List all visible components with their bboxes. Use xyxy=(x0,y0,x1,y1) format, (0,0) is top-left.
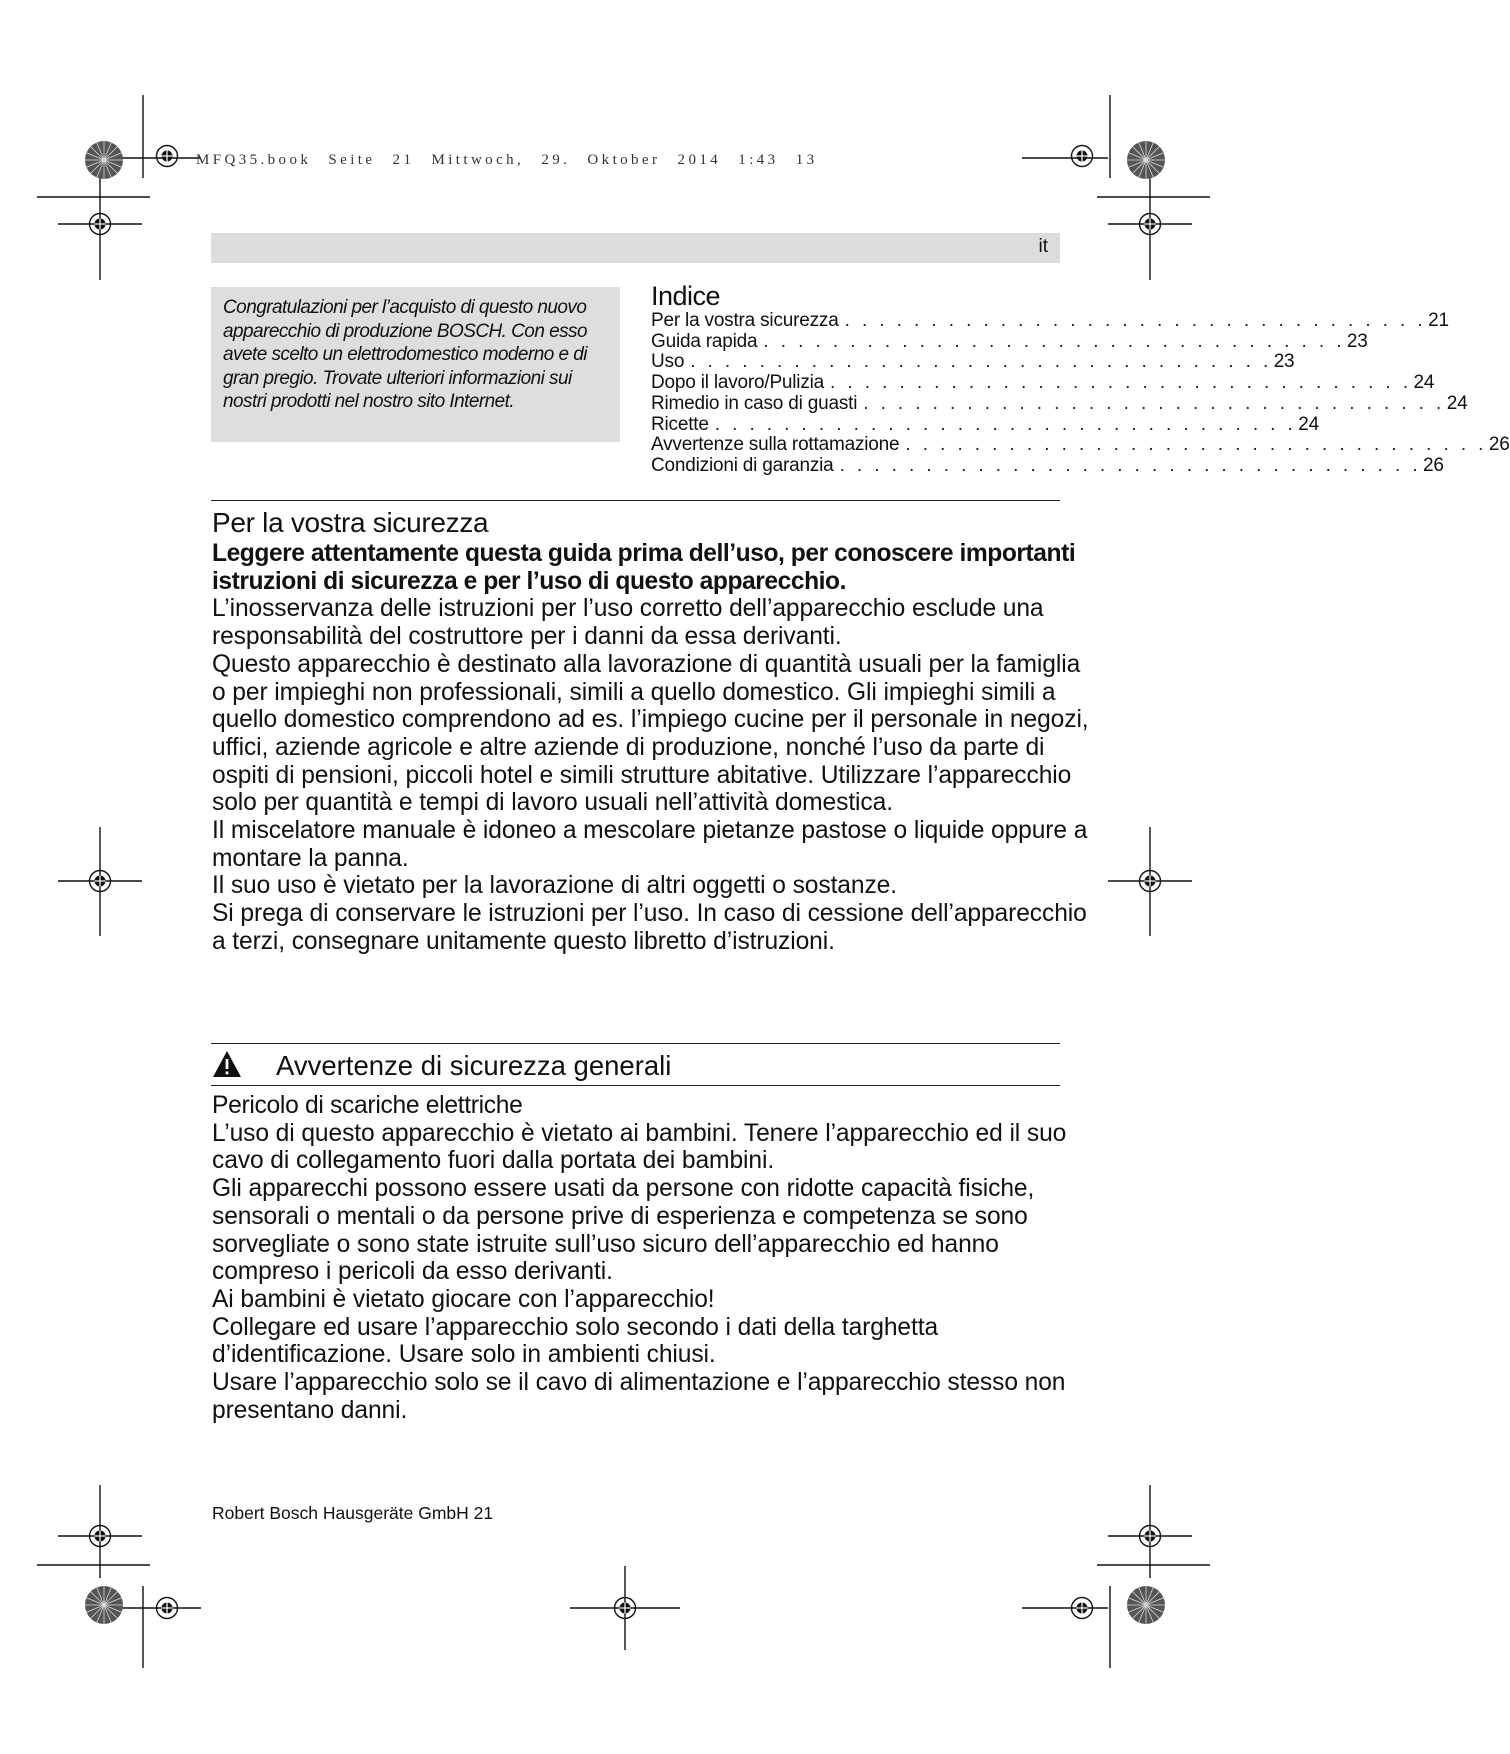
toc-entry: Ricette . . . . . . . . . . . . . . . . . . . . . . . . . . . . . . . . . . 24 xyxy=(651,413,1319,435)
toc-entry: Condizioni di garanzia . . . . . . . . . . . . . . . . . . . . . . . . . . . . . . . . . . 26 xyxy=(651,454,1444,476)
toc-entry-page: 24 xyxy=(1298,413,1319,435)
safety-lead: Leggere attentamente questa guida prima dell’uso, per conoscere importanti istruzioni di sicurezza e per l’uso di questo apparecchio. xyxy=(212,540,1076,595)
warning-paragraph: Usare l’apparecchio solo se il cavo di alimentazione e l’apparecchio stesso non presentano danni. xyxy=(212,1369,1066,1424)
toc-entry: Avvertenze sulla rottamazione . . . . . . . . . . . . . . . . . . . . . . . . . . . . . . . . . . 26 xyxy=(651,434,1510,456)
toc-entry-text: Per la vostra sicurezza xyxy=(651,310,839,331)
toc-entry: Guida rapida . . . . . . . . . . . . . . . . . . . . . . . . . . . . . . . . . . 23 xyxy=(651,330,1368,352)
language-tab: it xyxy=(1038,236,1048,257)
safety-section-body xyxy=(212,540,1092,956)
warning-triangle-icon xyxy=(212,1050,242,1078)
safety-paragraph: L’inosservanza delle istruzioni per l’uso corretto dell’apparecchio esclude una responsabilità del costruttore per i danni da essa derivanti. xyxy=(212,595,1044,651)
warning-top-rule xyxy=(211,1043,1060,1044)
intro-box: Congratulazioni per l’acquisto di questo nuovo apparecchio di produzione BOSCH. Con esso avete scelto un elettrodomestico moderno e di gran pregio. Trovate ulteriori informazioni sui nostri prodotti nel nostro sito Internet. xyxy=(211,287,620,442)
page-footer: Robert Bosch Hausgeräte GmbH 21 xyxy=(212,1503,494,1523)
toc-entry-page: 23 xyxy=(1273,351,1295,373)
warning-paragraph: Ai bambini è vietato giocare con l’apparecchio! xyxy=(212,1285,715,1313)
safety-paragraph: Si prega di conservare le istruzioni per l’uso. In caso di cessione dell’apparecchio a terzi, consegnare unitamente questo libretto d’istruzioni. xyxy=(212,900,1087,955)
general-warnings-body xyxy=(212,1092,1092,1424)
warning-paragraph: Gli apparecchi possono essere usati da persone con ridotte capacità fisiche, sensorali o mentali o da persone prive di esperienza e competenza se sono sorvegliate o sono state istruite sull’uso sicuro dell’apparecchio ed hanno compreso i pericoli da esso derivanti. xyxy=(212,1175,1035,1286)
table-of-contents xyxy=(651,280,1510,477)
toc-entry-page: 26 xyxy=(1423,454,1444,476)
electric-shock-subtitle: Pericolo di scariche elettriche xyxy=(212,1092,523,1119)
warning-paragraph: L’uso di questo apparecchio è vietato ai bambini. Tenere l’apparecchio ed il suo cavo di collegamento fuori dalla portata dei bambini. xyxy=(212,1119,1067,1175)
toc-entry-text: Condizioni di garanzia xyxy=(651,454,834,476)
toc-entry-text: Guida rapida xyxy=(651,330,758,352)
toc-entry: Dopo il lavoro/Pulizia . . . . . . . . . . . . . . . . . . . . . . . . . . . . . . . . . . 24 xyxy=(651,372,1435,394)
print-header: MFQ35.book Seite 21 Mittwoch, 29. Oktober 2014 1:43 13 xyxy=(196,152,818,168)
safety-paragraph: Il miscelatore manuale è idoneo a mescolare pietanze pastose o liquide oppure a montare la panna. xyxy=(212,817,1088,872)
toc-entry-page: 21 xyxy=(1428,310,1449,331)
toc-entry-page: 26 xyxy=(1488,434,1510,456)
toc-entry-page: 24 xyxy=(1446,392,1468,414)
toc-entry: Uso . . . . . . . . . . . . . . . . . . . . . . . . . . . . . . . . . . 23 xyxy=(651,351,1295,373)
toc-entry-page: 24 xyxy=(1413,372,1435,394)
toc-entry-text: Avvertenze sulla rottamazione xyxy=(651,434,900,456)
section-divider xyxy=(211,500,1060,501)
safety-paragraph: Questo apparecchio è destinato alla lavorazione di quantità usuali per la famiglia o per impieghi non professionali, simili a quello domestico. Gli impieghi simili a quello domestico comprendono ad es. l’impiego cucine per il personale in negozi, uffici, aziende agricole e altre aziende di produzione, nonché l’uso da parte di ospiti di pensioni, piccoli hotel e simili strutture abitative. Utilizzare l’apparecchio solo per quantità e tempi di lavoro usuali nell’attività domestica. xyxy=(212,650,1089,817)
warning-paragraph: Collegare ed usare l’apparecchio solo secondo i dati della targhetta d’identificazione. Usare solo in ambienti chiusi. xyxy=(212,1313,939,1369)
general-warnings-heading xyxy=(212,1050,1062,1082)
general-warnings-title: Avvertenze di sicurezza generali xyxy=(276,1050,672,1081)
toc-entry: Per la vostra sicurezza . . . . . . . . . . . . . . . . . . . . . . . . . . . . . . . . . . 21 xyxy=(651,310,1449,331)
toc-entry-text: Dopo il lavoro/Pulizia xyxy=(651,372,825,394)
toc-title: Indice xyxy=(651,281,721,311)
language-bar xyxy=(211,233,1060,263)
safety-paragraph: Il suo uso è vietato per la lavorazione di altri oggetti o sostanze. xyxy=(212,872,897,900)
safety-section-title: Per la vostra sicurezza xyxy=(212,507,489,538)
toc-entry-text: Uso xyxy=(651,351,685,373)
toc-entry: Rimedio in caso di guasti . . . . . . . . . . . . . . . . . . . . . . . . . . . . . . . . . . 24 xyxy=(651,392,1468,414)
toc-entry-page: 23 xyxy=(1346,330,1368,352)
warning-bottom-rule xyxy=(211,1085,1060,1086)
toc-entry-text: Ricette xyxy=(651,413,709,435)
toc-entry-text: Rimedio in caso di guasti xyxy=(651,392,858,414)
